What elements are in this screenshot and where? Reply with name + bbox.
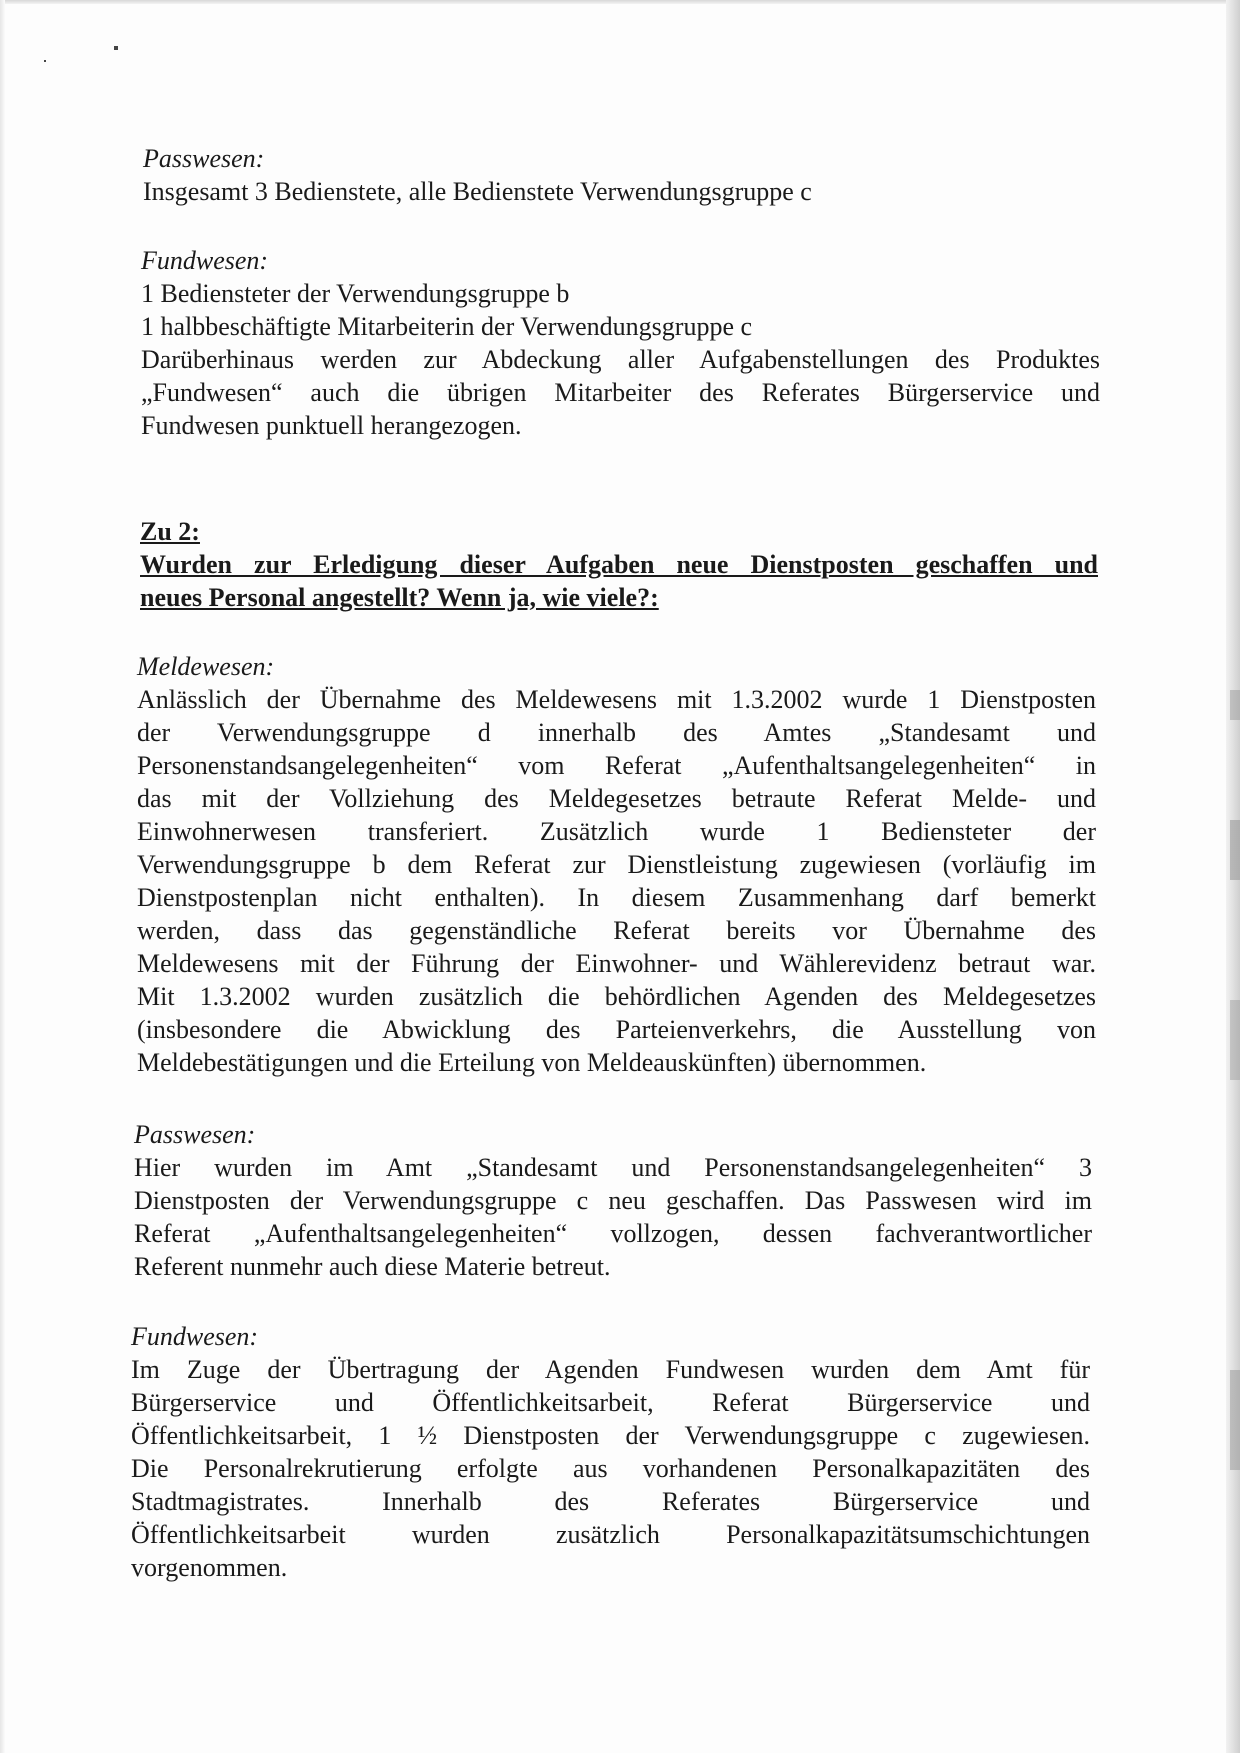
meldewesen-line: Einwohnerwesen transferiert. Zusätzlich wurde 1 Bediensteter der	[137, 817, 1096, 846]
meldewesen-line: Verwendungsgruppe b dem Referat zur Dienstleistung zugewiesen (vorläufig im	[137, 850, 1096, 879]
fundwesen2-line: vorgenommen.	[131, 1553, 288, 1582]
passwesen2-line: Referat „Aufenthaltsangelegenheiten“ vollzogen, dessen fachverantwortlicher	[134, 1219, 1092, 1248]
meldewesen-block	[137, 650, 1096, 1079]
fundwesen2-block	[131, 1320, 1090, 1584]
passwesen2-line: Hier wurden im Amt „Standesamt und Personenstandsangelegenheiten“ 3	[134, 1153, 1092, 1182]
meldewesen-line: Meldewesens mit der Führung der Einwohner- und Wählerevidenz betraut war.	[137, 949, 1096, 978]
scan-edge-left	[0, 0, 5, 1753]
scan-edge-top	[0, 0, 1240, 4]
passwesen-label: Passwesen:	[143, 144, 265, 173]
fundwesen2-line: Stadtmagistrates. Innerhalb des Referates Bürgerservice und	[131, 1487, 1090, 1516]
fundwesen2-line: Im Zuge der Übertragung der Agenden Fundwesen wurden dem Amt für	[131, 1355, 1090, 1384]
meldewesen-line: Anlässlich der Übernahme des Meldewesens mit 1.3.2002 wurde 1 Dienstposten	[137, 685, 1096, 714]
passwesen-block	[143, 142, 1103, 208]
fundwesen-line: 1 halbbeschäftigte Mitarbeiterin der Verwendungsgruppe c	[141, 312, 753, 341]
heading-question-line: neues Personal angestellt? Wenn ja, wie viele?:	[140, 583, 659, 612]
fundwesen2-line: Öffentlichkeitsarbeit wurden zusätzlich Personalkapazitätsumschichtungen	[131, 1520, 1090, 1549]
scan-mark	[1230, 820, 1240, 880]
fundwesen2-line: Die Personalrekrutierung erfolgte aus vorhandenen Personalkapazitäten des	[131, 1454, 1090, 1483]
fundwesen2-label: Fundwesen:	[131, 1322, 259, 1351]
passwesen2-block	[134, 1118, 1092, 1283]
meldewesen-line: Personenstandsangelegenheiten“ vom Referat „Aufenthaltsangelegenheiten“ in	[137, 751, 1096, 780]
scan-speck	[44, 60, 46, 62]
meldewesen-line: Meldebestätigungen und die Erteilung von Meldeauskünften) übernommen.	[137, 1048, 927, 1077]
scan-mark	[1230, 1000, 1240, 1080]
meldewesen-line: der Verwendungsgruppe d innerhalb des Amtes „Standesamt und	[137, 718, 1096, 747]
passwesen2-line: Dienstposten der Verwendungsgruppe c neu geschaffen. Das Passwesen wird im	[134, 1186, 1092, 1215]
scan-mark	[1230, 1370, 1240, 1470]
fundwesen-line: Darüberhinaus werden zur Abdeckung aller Aufgabenstellungen des Produktes	[141, 345, 1100, 374]
question-heading	[140, 515, 1098, 614]
fundwesen2-line: Bürgerservice und Öffentlichkeitsarbeit, Referat Bürgerservice und	[131, 1388, 1090, 1417]
meldewesen-line: (insbesondere die Abwicklung des Parteienverkehrs, die Ausstellung von	[137, 1015, 1096, 1044]
meldewesen-line: Mit 1.3.2002 wurden zusätzlich die behördlichen Agenden des Meldegesetzes	[137, 982, 1096, 1011]
passwesen-text: Insgesamt 3 Bedienstete, alle Bedienstete Verwendungsgruppe c	[143, 177, 812, 206]
meldewesen-line: das mit der Vollziehung des Meldegesetzes betraute Referat Melde- und	[137, 784, 1096, 813]
heading-zu-2: Zu 2:	[140, 517, 200, 546]
meldewesen-line: werden, dass das gegenständliche Referat bereits vor Übernahme des	[137, 916, 1096, 945]
heading-question-line: Wurden zur Erledigung dieser Aufgaben neue Dienstposten geschaffen und	[140, 550, 1098, 579]
fundwesen2-line: Öffentlichkeitsarbeit, 1 ½ Dienstposten der Verwendungsgruppe c zugewiesen.	[131, 1421, 1090, 1450]
meldewesen-line: Dienstpostenplan nicht enthalten). In diesem Zusammenhang darf bemerkt	[137, 883, 1096, 912]
passwesen2-line: Referent nunmehr auch diese Materie betreut.	[134, 1252, 611, 1281]
passwesen2-label: Passwesen:	[134, 1120, 256, 1149]
scan-speck	[114, 46, 118, 50]
scan-mark	[1230, 690, 1240, 720]
fundwesen-line: 1 Bediensteter der Verwendungsgruppe b	[141, 279, 570, 308]
fundwesen-line: Fundwesen punktuell herangezogen.	[141, 411, 522, 440]
fundwesen-block	[141, 244, 1100, 442]
fundwesen-label: Fundwesen:	[141, 246, 269, 275]
fundwesen-line: „Fundwesen“ auch die übrigen Mitarbeiter des Referates Bürgerservice und	[141, 378, 1100, 407]
meldewesen-label: Meldewesen:	[137, 652, 275, 681]
